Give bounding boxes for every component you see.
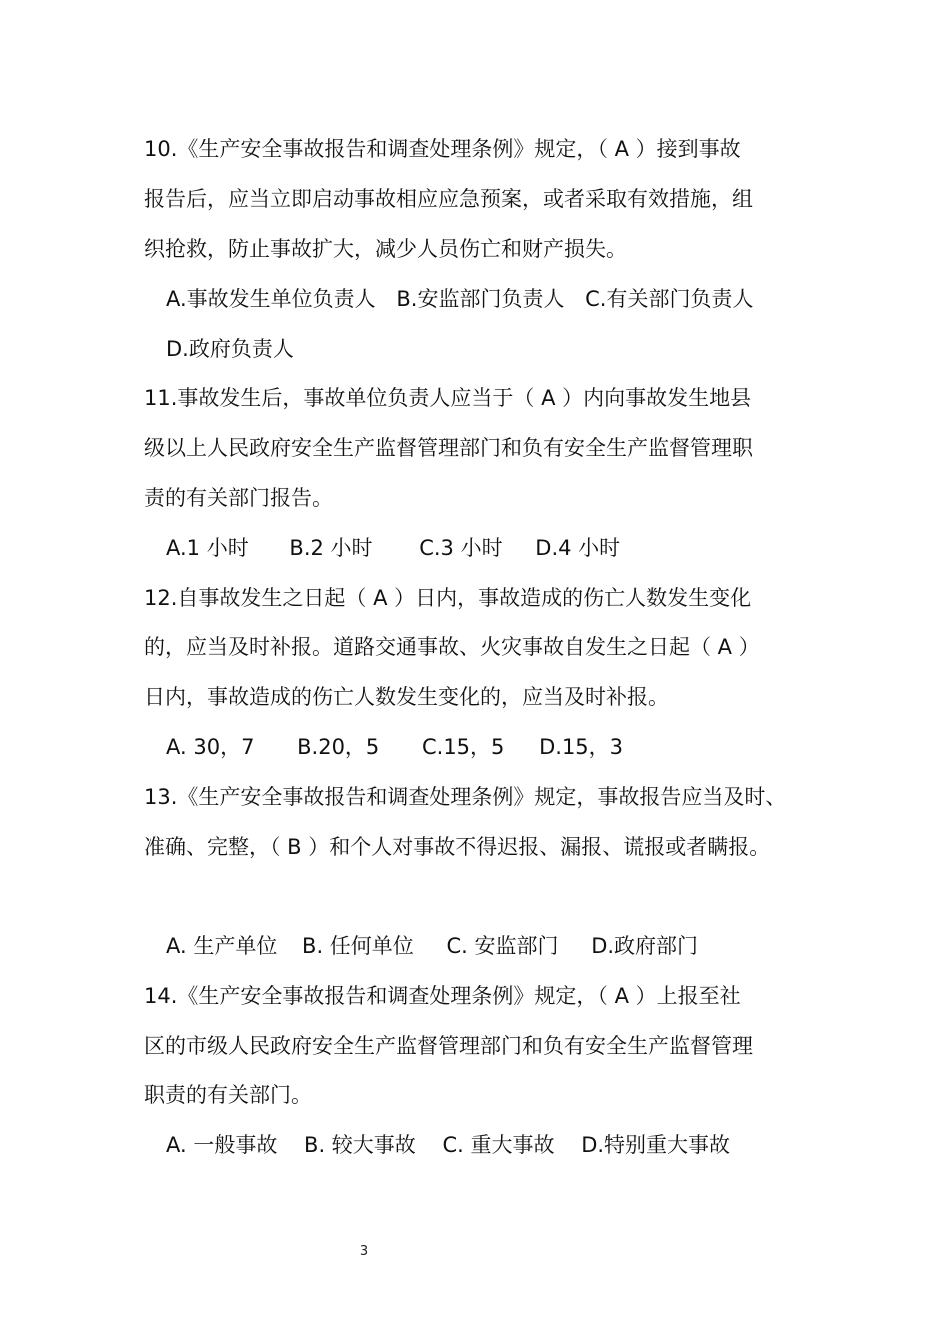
option-b: B.20，5 [297,735,380,759]
question-text-line: 准确、完整，（ B ）和个人对事故不得迟报、漏报、谎报或者瞒报。 [144,835,771,859]
option-row [166,533,620,563]
question-text-line: 11.事故发生后，事故单位负责人应当于（ A ）内向事故发生地县 [144,386,752,410]
option-c: C.有关部门负责人 [585,287,754,311]
option-d: D.政府负责人 [166,337,294,361]
question-text-line: 级以上人民政府安全生产监督管理部门和负有安全生产监督管理职 [144,436,753,460]
option-row [166,334,294,364]
option-c: C. 重大事故 [442,1133,555,1157]
option-a: A.1 小时 [166,536,249,560]
option-d: D.政府部门 [591,934,699,958]
question-text-line: 13.《生产安全事故报告和调查处理条例》规定，事故报告应当及时、 [144,785,787,809]
option-a: A. 30，7 [166,735,255,759]
option-a: A. 一般事故 [166,1133,278,1157]
question-text-line: 10.《生产安全事故报告和调查处理条例》规定，（ A ）接到事故 [144,137,741,161]
option-row [166,284,753,314]
question-text-line: 区的市级人民政府安全生产监督管理部门和负有安全生产监督管理 [144,1034,753,1058]
option-d: D.15，3 [539,735,624,759]
question-text-line: 14.《生产安全事故报告和调查处理条例》规定，（ A ）上报至社 [144,984,741,1008]
option-c: C.3 小时 [419,536,503,560]
question-text-line: 12.自事故发生之日起（ A ）日内，事故造成的伤亡人数发生变化 [144,586,752,610]
question-text-line: 的，应当及时补报。道路交通事故、火灾事故自发生之日起（ A ） [144,635,760,659]
question-text-line: 织抢救，防止事故扩大，减少人员伤亡和财产损失。 [144,237,627,261]
option-c: C.15，5 [421,735,505,759]
option-a: A. 生产单位 [166,934,278,958]
option-d: D.特别重大事故 [581,1133,731,1157]
option-row [166,732,623,762]
option-b: B. 任何单位 [302,934,414,958]
option-row [166,1130,730,1160]
option-c: C. 安监部门 [446,934,559,958]
option-row [166,931,698,961]
question-text-line: 责的有关部门报告。 [144,486,333,510]
option-b: B.2 小时 [289,536,373,560]
page-number: 3 [359,1244,369,1259]
question-text-line: 日内，事故造成的伤亡人数发生变化的，应当及时补报。 [144,685,669,709]
question-text-line: 职责的有关部门。 [144,1083,312,1107]
option-b: B.安监部门负责人 [396,287,565,311]
option-d: D.4 小时 [535,536,621,560]
option-a: A.事故发生单位负责人 [166,287,376,311]
question-text-line: 报告后，应当立即启动事故相应应急预案，或者采取有效措施，组 [144,187,753,211]
option-b: B. 较大事故 [304,1133,416,1157]
